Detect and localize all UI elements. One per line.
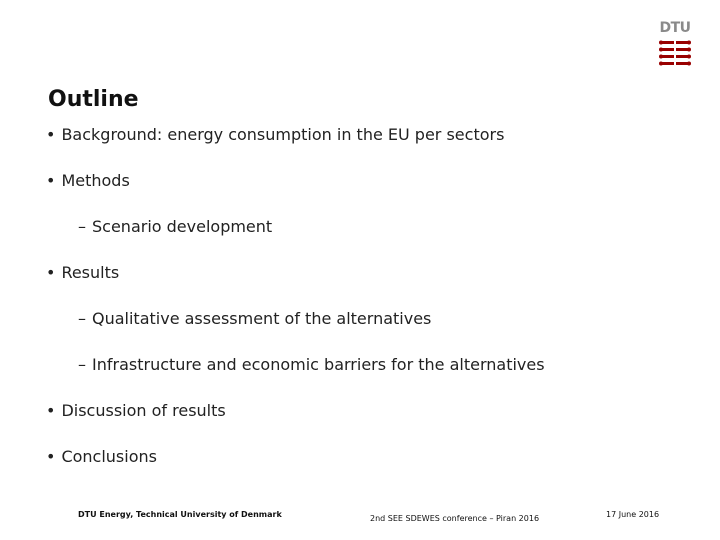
footer-conference: 2nd SEE SDEWES conference – Piran 2016 [370, 514, 540, 523]
outline-item [46, 263, 119, 283]
outline-subitem [78, 309, 431, 329]
bullet-marker: • [46, 171, 56, 190]
footer-organization: DTU Energy, Technical University of Denmark [78, 510, 282, 519]
outline-item-text: Conclusions [61, 447, 157, 466]
bullet-marker: • [46, 447, 56, 466]
slide-title: Outline [48, 87, 139, 112]
outline-subitem [78, 355, 545, 375]
bullet-marker: • [46, 263, 56, 282]
outline-item-text: Background: energy consumption in the EU per sectors [61, 125, 505, 144]
outline-item [46, 447, 157, 467]
outline-item-text: Discussion of results [61, 401, 226, 420]
bullet-marker: • [46, 125, 56, 144]
logo-text: DTU [659, 20, 691, 36]
bullet-marker: • [46, 401, 56, 420]
outline-item-text: Qualitative assessment of the alternatives [92, 309, 432, 328]
dash-marker: – [78, 309, 86, 328]
dtu-logo-icon [659, 40, 691, 66]
footer-date: 17 June 2016 [606, 510, 660, 519]
outline-item-text: Results [61, 263, 120, 282]
dtu-logo [659, 20, 691, 66]
outline-subitem [78, 217, 272, 237]
outline-item-text: Infrastructure and economic barriers for the alternatives [92, 355, 545, 374]
outline-item-text: Methods [61, 171, 130, 190]
outline-item [46, 171, 130, 191]
outline-item [46, 125, 504, 145]
dash-marker: – [78, 217, 86, 236]
dash-marker: – [78, 355, 86, 374]
outline-item [46, 401, 226, 421]
outline-item-text: Scenario development [92, 217, 273, 236]
